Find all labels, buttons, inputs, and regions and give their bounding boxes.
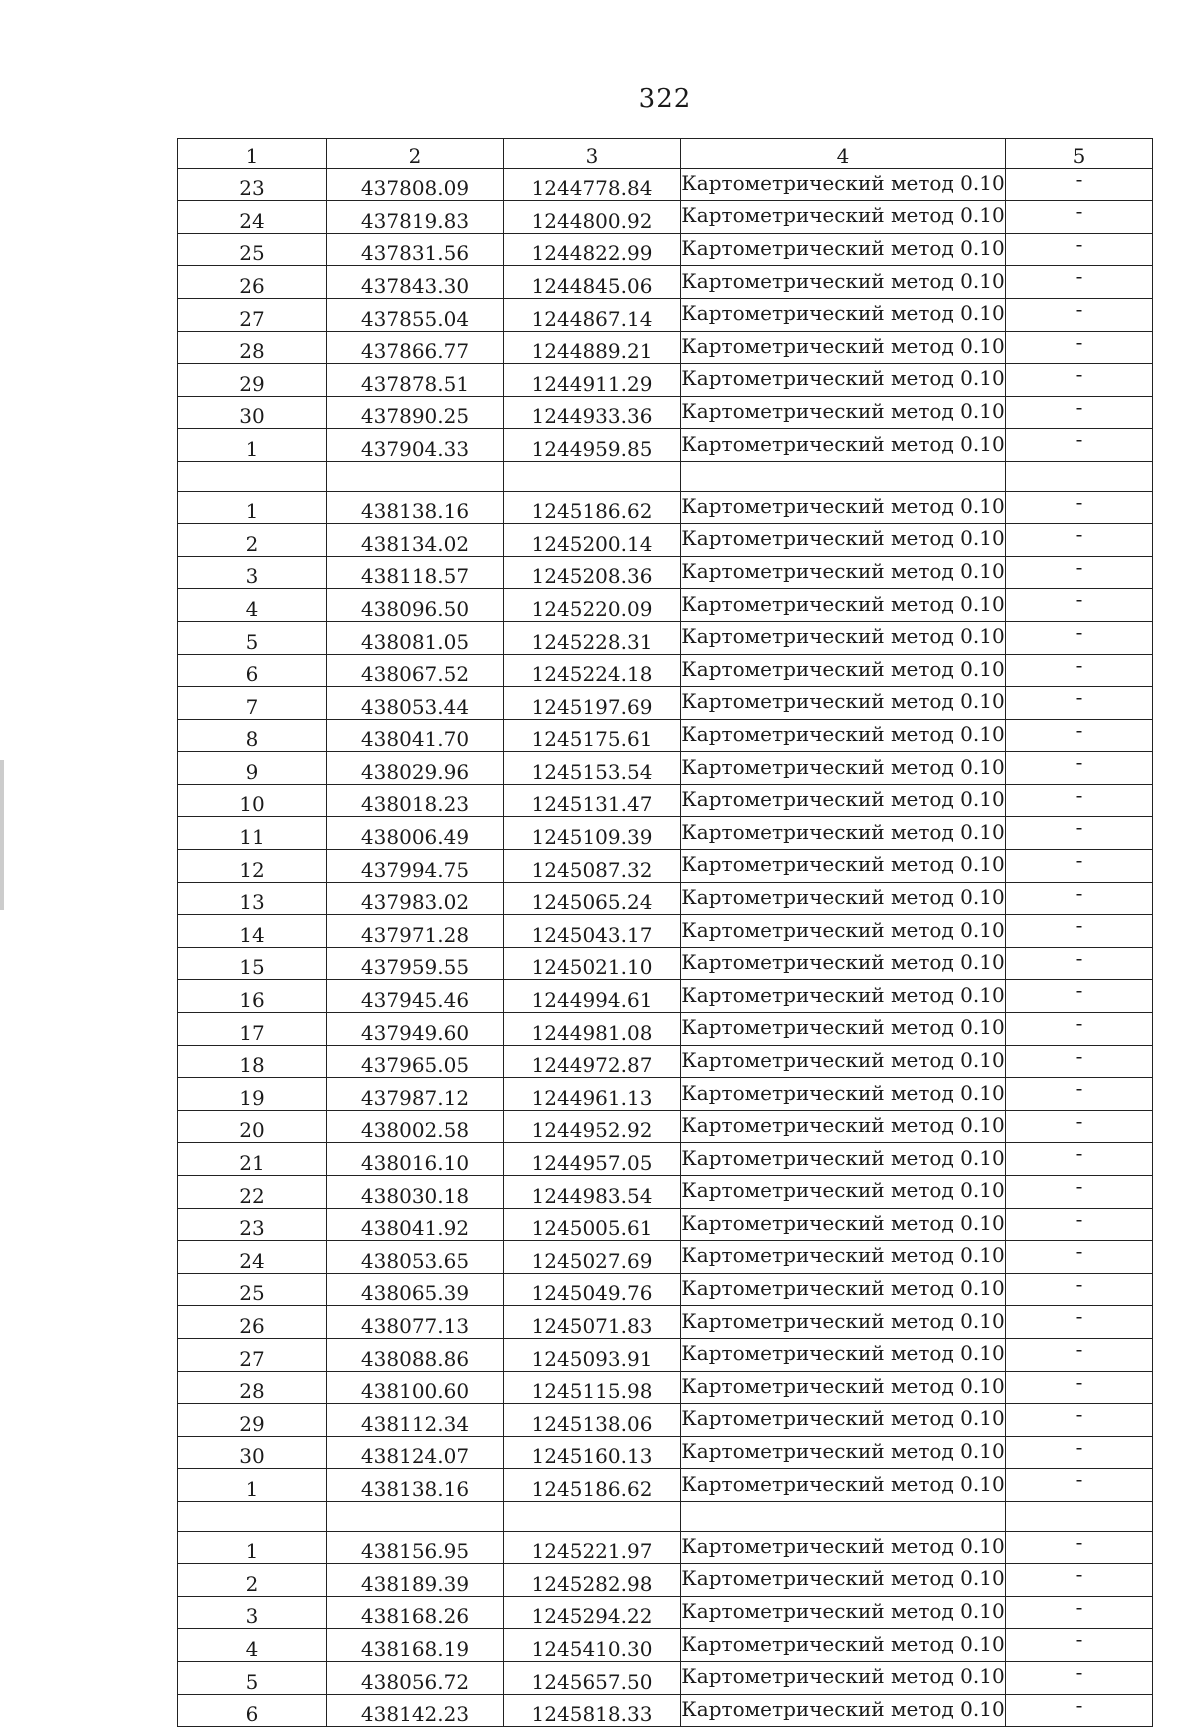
remark-cell: - [1006, 621, 1153, 654]
remark-cell: - [1006, 1661, 1153, 1694]
y-coordinate-cell: 1244961.13 [504, 1078, 681, 1111]
point-number-cell: 25 [178, 233, 327, 266]
point-number-cell: 18 [178, 1045, 327, 1078]
method-accuracy-cell: Картометрический метод 0.10 [681, 168, 1006, 201]
table-row [178, 1241, 1153, 1274]
x-coordinate-cell: 437808.09 [327, 168, 504, 201]
method-accuracy-cell: Картометрический метод 0.10 [681, 980, 1006, 1013]
y-coordinate-cell: 1245043.17 [504, 915, 681, 948]
empty-cell [327, 1501, 504, 1531]
method-accuracy-cell: Картометрический метод 0.10 [681, 233, 1006, 266]
table-row [178, 621, 1153, 654]
y-coordinate-cell: 1244994.61 [504, 980, 681, 1013]
method-accuracy-cell: Картометрический метод 0.10 [681, 1241, 1006, 1274]
method-accuracy-cell: Картометрический метод 0.10 [681, 1469, 1006, 1502]
x-coordinate-cell: 438030.18 [327, 1176, 504, 1209]
point-number-cell: 8 [178, 719, 327, 752]
remark-cell: - [1006, 1596, 1153, 1629]
y-coordinate-cell: 1244867.14 [504, 298, 681, 331]
table-row [178, 850, 1153, 883]
y-coordinate-cell: 1245065.24 [504, 882, 681, 915]
method-accuracy-cell: Картометрический метод 0.10 [681, 364, 1006, 397]
x-coordinate-cell: 438053.44 [327, 687, 504, 720]
table-row [178, 266, 1153, 299]
table-row [178, 396, 1153, 429]
header-col-2: 2 [327, 139, 504, 169]
y-coordinate-cell: 1244983.54 [504, 1176, 681, 1209]
x-coordinate-cell: 437949.60 [327, 1013, 504, 1046]
method-accuracy-cell: Картометрический метод 0.10 [681, 752, 1006, 785]
empty-cell [178, 1501, 327, 1531]
x-coordinate-cell: 438168.26 [327, 1596, 504, 1629]
x-coordinate-cell: 437959.55 [327, 947, 504, 980]
remark-cell: - [1006, 1531, 1153, 1564]
remark-cell: - [1006, 850, 1153, 883]
x-coordinate-cell: 437890.25 [327, 396, 504, 429]
point-number-cell: 1 [178, 1469, 327, 1502]
y-coordinate-cell: 1245021.10 [504, 947, 681, 980]
table-row [178, 1694, 1153, 1727]
y-coordinate-cell: 1244957.05 [504, 1143, 681, 1176]
point-number-cell: 27 [178, 1338, 327, 1371]
x-coordinate-cell: 437866.77 [327, 331, 504, 364]
y-coordinate-cell: 1245224.18 [504, 654, 681, 687]
x-coordinate-cell: 438056.72 [327, 1661, 504, 1694]
point-number-cell: 9 [178, 752, 327, 785]
point-number-cell: 10 [178, 784, 327, 817]
method-accuracy-cell: Картометрический метод 0.10 [681, 1208, 1006, 1241]
empty-cell [681, 1501, 1006, 1531]
scan-edge-shadow [0, 760, 4, 910]
x-coordinate-cell: 437994.75 [327, 850, 504, 883]
y-coordinate-cell: 1245087.32 [504, 850, 681, 883]
remark-cell: - [1006, 1371, 1153, 1404]
x-coordinate-cell: 438088.86 [327, 1338, 504, 1371]
point-number-cell: 15 [178, 947, 327, 980]
x-coordinate-cell: 438006.49 [327, 817, 504, 850]
coordinates-table [177, 138, 1153, 1727]
x-coordinate-cell: 438138.16 [327, 1469, 504, 1502]
x-coordinate-cell: 437831.56 [327, 233, 504, 266]
table-row [178, 915, 1153, 948]
x-coordinate-cell: 438142.23 [327, 1694, 504, 1727]
remark-cell: - [1006, 687, 1153, 720]
table-row [178, 556, 1153, 589]
table-row [178, 1371, 1153, 1404]
y-coordinate-cell: 1245005.61 [504, 1208, 681, 1241]
y-coordinate-cell: 1245071.83 [504, 1306, 681, 1339]
point-number-cell: 19 [178, 1078, 327, 1111]
remark-cell: - [1006, 1404, 1153, 1437]
remark-cell: - [1006, 1045, 1153, 1078]
method-accuracy-cell: Картометрический метод 0.10 [681, 850, 1006, 883]
header-col-4: 4 [681, 139, 1006, 169]
table-row [178, 201, 1153, 234]
page-number: 322 [638, 84, 692, 114]
remark-cell: - [1006, 1273, 1153, 1306]
table-row [178, 589, 1153, 622]
point-number-cell: 24 [178, 201, 327, 234]
table-row [178, 1596, 1153, 1629]
remark-cell: - [1006, 654, 1153, 687]
x-coordinate-cell: 438168.19 [327, 1629, 504, 1662]
point-number-cell: 5 [178, 1661, 327, 1694]
method-accuracy-cell: Картометрический метод 0.10 [681, 1176, 1006, 1209]
method-accuracy-cell: Картометрический метод 0.10 [681, 654, 1006, 687]
method-accuracy-cell: Картометрический метод 0.10 [681, 331, 1006, 364]
section-separator-row [178, 1501, 1153, 1531]
x-coordinate-cell: 438100.60 [327, 1371, 504, 1404]
remark-cell: - [1006, 396, 1153, 429]
remark-cell: - [1006, 201, 1153, 234]
y-coordinate-cell: 1245282.98 [504, 1564, 681, 1597]
point-number-cell: 21 [178, 1143, 327, 1176]
method-accuracy-cell: Картометрический метод 0.10 [681, 1596, 1006, 1629]
y-coordinate-cell: 1245027.69 [504, 1241, 681, 1274]
header-col-1: 1 [178, 139, 327, 169]
table-row [178, 1469, 1153, 1502]
y-coordinate-cell: 1245131.47 [504, 784, 681, 817]
x-coordinate-cell: 438002.58 [327, 1110, 504, 1143]
table-row [178, 429, 1153, 462]
point-number-cell: 28 [178, 331, 327, 364]
x-coordinate-cell: 437971.28 [327, 915, 504, 948]
point-number-cell: 3 [178, 556, 327, 589]
y-coordinate-cell: 1245049.76 [504, 1273, 681, 1306]
table-row [178, 524, 1153, 557]
y-coordinate-cell: 1245153.54 [504, 752, 681, 785]
method-accuracy-cell: Картометрический метод 0.10 [681, 1436, 1006, 1469]
table-row [178, 784, 1153, 817]
method-accuracy-cell: Картометрический метод 0.10 [681, 556, 1006, 589]
y-coordinate-cell: 1244952.92 [504, 1110, 681, 1143]
empty-cell [327, 461, 504, 491]
remark-cell: - [1006, 1110, 1153, 1143]
point-number-cell: 11 [178, 817, 327, 850]
section-separator-row [178, 461, 1153, 491]
method-accuracy-cell: Картометрический метод 0.10 [681, 1338, 1006, 1371]
method-accuracy-cell: Картометрический метод 0.10 [681, 1629, 1006, 1662]
point-number-cell: 5 [178, 621, 327, 654]
x-coordinate-cell: 437965.05 [327, 1045, 504, 1078]
empty-cell [504, 461, 681, 491]
table-header-row [178, 139, 1153, 169]
point-number-cell: 2 [178, 524, 327, 557]
y-coordinate-cell: 1245186.62 [504, 1469, 681, 1502]
remark-cell: - [1006, 1078, 1153, 1111]
x-coordinate-cell: 438065.39 [327, 1273, 504, 1306]
remark-cell: - [1006, 429, 1153, 462]
x-coordinate-cell: 437819.83 [327, 201, 504, 234]
x-coordinate-cell: 437843.30 [327, 266, 504, 299]
remark-cell: - [1006, 168, 1153, 201]
y-coordinate-cell: 1245175.61 [504, 719, 681, 752]
x-coordinate-cell: 437987.12 [327, 1078, 504, 1111]
table-row [178, 1404, 1153, 1437]
y-coordinate-cell: 1244778.84 [504, 168, 681, 201]
table-body [178, 168, 1153, 1727]
x-coordinate-cell: 438016.10 [327, 1143, 504, 1176]
point-number-cell: 17 [178, 1013, 327, 1046]
remark-cell: - [1006, 1013, 1153, 1046]
remark-cell: - [1006, 817, 1153, 850]
x-coordinate-cell: 437983.02 [327, 882, 504, 915]
remark-cell: - [1006, 589, 1153, 622]
point-number-cell: 16 [178, 980, 327, 1013]
method-accuracy-cell: Картометрический метод 0.10 [681, 719, 1006, 752]
method-accuracy-cell: Картометрический метод 0.10 [681, 1045, 1006, 1078]
method-accuracy-cell: Картометрический метод 0.10 [681, 1110, 1006, 1143]
table-row [178, 1338, 1153, 1371]
x-coordinate-cell: 438118.57 [327, 556, 504, 589]
remark-cell: - [1006, 1306, 1153, 1339]
x-coordinate-cell: 438077.13 [327, 1306, 504, 1339]
header-col-3: 3 [504, 139, 681, 169]
y-coordinate-cell: 1244981.08 [504, 1013, 681, 1046]
method-accuracy-cell: Картометрический метод 0.10 [681, 1371, 1006, 1404]
y-coordinate-cell: 1244972.87 [504, 1045, 681, 1078]
remark-cell: - [1006, 1694, 1153, 1727]
remark-cell: - [1006, 719, 1153, 752]
empty-cell [1006, 461, 1153, 491]
x-coordinate-cell: 437945.46 [327, 980, 504, 1013]
point-number-cell: 1 [178, 1531, 327, 1564]
y-coordinate-cell: 1244822.99 [504, 233, 681, 266]
point-number-cell: 1 [178, 429, 327, 462]
method-accuracy-cell: Картометрический метод 0.10 [681, 947, 1006, 980]
table-row [178, 1143, 1153, 1176]
method-accuracy-cell: Картометрический метод 0.10 [681, 1531, 1006, 1564]
y-coordinate-cell: 1244959.85 [504, 429, 681, 462]
remark-cell: - [1006, 915, 1153, 948]
y-coordinate-cell: 1245294.22 [504, 1596, 681, 1629]
point-number-cell: 6 [178, 1694, 327, 1727]
method-accuracy-cell: Картометрический метод 0.10 [681, 915, 1006, 948]
x-coordinate-cell: 438096.50 [327, 589, 504, 622]
method-accuracy-cell: Картометрический метод 0.10 [681, 429, 1006, 462]
remark-cell: - [1006, 1208, 1153, 1241]
point-number-cell: 30 [178, 1436, 327, 1469]
remark-cell: - [1006, 233, 1153, 266]
y-coordinate-cell: 1245228.31 [504, 621, 681, 654]
table-row [178, 168, 1153, 201]
x-coordinate-cell: 438112.34 [327, 1404, 504, 1437]
method-accuracy-cell: Картометрический метод 0.10 [681, 817, 1006, 850]
x-coordinate-cell: 437878.51 [327, 364, 504, 397]
remark-cell: - [1006, 1241, 1153, 1274]
table-row [178, 687, 1153, 720]
y-coordinate-cell: 1245115.98 [504, 1371, 681, 1404]
table-row [178, 1013, 1153, 1046]
remark-cell: - [1006, 1143, 1153, 1176]
table-row [178, 1208, 1153, 1241]
remark-cell: - [1006, 1176, 1153, 1209]
method-accuracy-cell: Картометрический метод 0.10 [681, 1694, 1006, 1727]
x-coordinate-cell: 438134.02 [327, 524, 504, 557]
table-row [178, 1110, 1153, 1143]
method-accuracy-cell: Картометрический метод 0.10 [681, 882, 1006, 915]
x-coordinate-cell: 438041.92 [327, 1208, 504, 1241]
table-row [178, 331, 1153, 364]
point-number-cell: 4 [178, 589, 327, 622]
method-accuracy-cell: Картометрический метод 0.10 [681, 589, 1006, 622]
remark-cell: - [1006, 784, 1153, 817]
y-coordinate-cell: 1244933.36 [504, 396, 681, 429]
method-accuracy-cell: Картометрический метод 0.10 [681, 1273, 1006, 1306]
method-accuracy-cell: Картометрический метод 0.10 [681, 1306, 1006, 1339]
x-coordinate-cell: 438189.39 [327, 1564, 504, 1597]
method-accuracy-cell: Картометрический метод 0.10 [681, 396, 1006, 429]
remark-cell: - [1006, 752, 1153, 785]
x-coordinate-cell: 438018.23 [327, 784, 504, 817]
remark-cell: - [1006, 1564, 1153, 1597]
x-coordinate-cell: 437855.04 [327, 298, 504, 331]
x-coordinate-cell: 438138.16 [327, 491, 504, 524]
x-coordinate-cell: 438053.65 [327, 1241, 504, 1274]
header-col-5: 5 [1006, 139, 1153, 169]
remark-cell: - [1006, 266, 1153, 299]
point-number-cell: 13 [178, 882, 327, 915]
remark-cell: - [1006, 331, 1153, 364]
table-row [178, 1176, 1153, 1209]
point-number-cell: 26 [178, 1306, 327, 1339]
y-coordinate-cell: 1245160.13 [504, 1436, 681, 1469]
table-row [178, 1306, 1153, 1339]
table-row [178, 719, 1153, 752]
y-coordinate-cell: 1244800.92 [504, 201, 681, 234]
y-coordinate-cell: 1245186.62 [504, 491, 681, 524]
empty-cell [681, 461, 1006, 491]
y-coordinate-cell: 1244845.06 [504, 266, 681, 299]
method-accuracy-cell: Картометрический метод 0.10 [681, 1404, 1006, 1437]
point-number-cell: 20 [178, 1110, 327, 1143]
y-coordinate-cell: 1245197.69 [504, 687, 681, 720]
point-number-cell: 27 [178, 298, 327, 331]
table-row [178, 1629, 1153, 1662]
point-number-cell: 7 [178, 687, 327, 720]
remark-cell: - [1006, 364, 1153, 397]
point-number-cell: 30 [178, 396, 327, 429]
table-row [178, 1661, 1153, 1694]
y-coordinate-cell: 1245221.97 [504, 1531, 681, 1564]
point-number-cell: 24 [178, 1241, 327, 1274]
y-coordinate-cell: 1245657.50 [504, 1661, 681, 1694]
point-number-cell: 23 [178, 168, 327, 201]
y-coordinate-cell: 1245093.91 [504, 1338, 681, 1371]
table-row [178, 1564, 1153, 1597]
method-accuracy-cell: Картометрический метод 0.10 [681, 1661, 1006, 1694]
remark-cell: - [1006, 882, 1153, 915]
remark-cell: - [1006, 1338, 1153, 1371]
remark-cell: - [1006, 524, 1153, 557]
method-accuracy-cell: Картометрический метод 0.10 [681, 201, 1006, 234]
method-accuracy-cell: Картометрический метод 0.10 [681, 1078, 1006, 1111]
point-number-cell: 1 [178, 491, 327, 524]
x-coordinate-cell: 438041.70 [327, 719, 504, 752]
point-number-cell: 26 [178, 266, 327, 299]
point-number-cell: 2 [178, 1564, 327, 1597]
remark-cell: - [1006, 298, 1153, 331]
table-row [178, 364, 1153, 397]
y-coordinate-cell: 1245208.36 [504, 556, 681, 589]
table-row [178, 752, 1153, 785]
method-accuracy-cell: Картометрический метод 0.10 [681, 298, 1006, 331]
point-number-cell: 23 [178, 1208, 327, 1241]
table-row [178, 1436, 1153, 1469]
y-coordinate-cell: 1244911.29 [504, 364, 681, 397]
remark-cell: - [1006, 947, 1153, 980]
point-number-cell: 14 [178, 915, 327, 948]
point-number-cell: 4 [178, 1629, 327, 1662]
table-row [178, 947, 1153, 980]
empty-cell [178, 461, 327, 491]
remark-cell: - [1006, 1436, 1153, 1469]
method-accuracy-cell: Картометрический метод 0.10 [681, 687, 1006, 720]
table-row [178, 491, 1153, 524]
remark-cell: - [1006, 491, 1153, 524]
x-coordinate-cell: 438067.52 [327, 654, 504, 687]
table-row [178, 233, 1153, 266]
remark-cell: - [1006, 980, 1153, 1013]
y-coordinate-cell: 1245818.33 [504, 1694, 681, 1727]
method-accuracy-cell: Картометрический метод 0.10 [681, 491, 1006, 524]
method-accuracy-cell: Картометрический метод 0.10 [681, 266, 1006, 299]
table-row [178, 1078, 1153, 1111]
point-number-cell: 6 [178, 654, 327, 687]
x-coordinate-cell: 437904.33 [327, 429, 504, 462]
point-number-cell: 29 [178, 1404, 327, 1437]
x-coordinate-cell: 438029.96 [327, 752, 504, 785]
y-coordinate-cell: 1245410.30 [504, 1629, 681, 1662]
point-number-cell: 29 [178, 364, 327, 397]
table-row [178, 1531, 1153, 1564]
y-coordinate-cell: 1244889.21 [504, 331, 681, 364]
table-row [178, 817, 1153, 850]
x-coordinate-cell: 438156.95 [327, 1531, 504, 1564]
remark-cell: - [1006, 556, 1153, 589]
method-accuracy-cell: Картометрический метод 0.10 [681, 524, 1006, 557]
method-accuracy-cell: Картометрический метод 0.10 [681, 1013, 1006, 1046]
point-number-cell: 3 [178, 1596, 327, 1629]
remark-cell: - [1006, 1629, 1153, 1662]
method-accuracy-cell: Картометрический метод 0.10 [681, 784, 1006, 817]
y-coordinate-cell: 1245109.39 [504, 817, 681, 850]
point-number-cell: 22 [178, 1176, 327, 1209]
method-accuracy-cell: Картометрический метод 0.10 [681, 1143, 1006, 1176]
table-row [178, 298, 1153, 331]
y-coordinate-cell: 1245200.14 [504, 524, 681, 557]
table-row [178, 654, 1153, 687]
empty-cell [504, 1501, 681, 1531]
empty-cell [1006, 1501, 1153, 1531]
remark-cell: - [1006, 1469, 1153, 1502]
method-accuracy-cell: Картометрический метод 0.10 [681, 1564, 1006, 1597]
y-coordinate-cell: 1245138.06 [504, 1404, 681, 1437]
method-accuracy-cell: Картометрический метод 0.10 [681, 621, 1006, 654]
table-row [178, 1045, 1153, 1078]
y-coordinate-cell: 1245220.09 [504, 589, 681, 622]
x-coordinate-cell: 438124.07 [327, 1436, 504, 1469]
table-row [178, 980, 1153, 1013]
point-number-cell: 28 [178, 1371, 327, 1404]
x-coordinate-cell: 438081.05 [327, 621, 504, 654]
table-row [178, 882, 1153, 915]
point-number-cell: 12 [178, 850, 327, 883]
table-row [178, 1273, 1153, 1306]
point-number-cell: 25 [178, 1273, 327, 1306]
